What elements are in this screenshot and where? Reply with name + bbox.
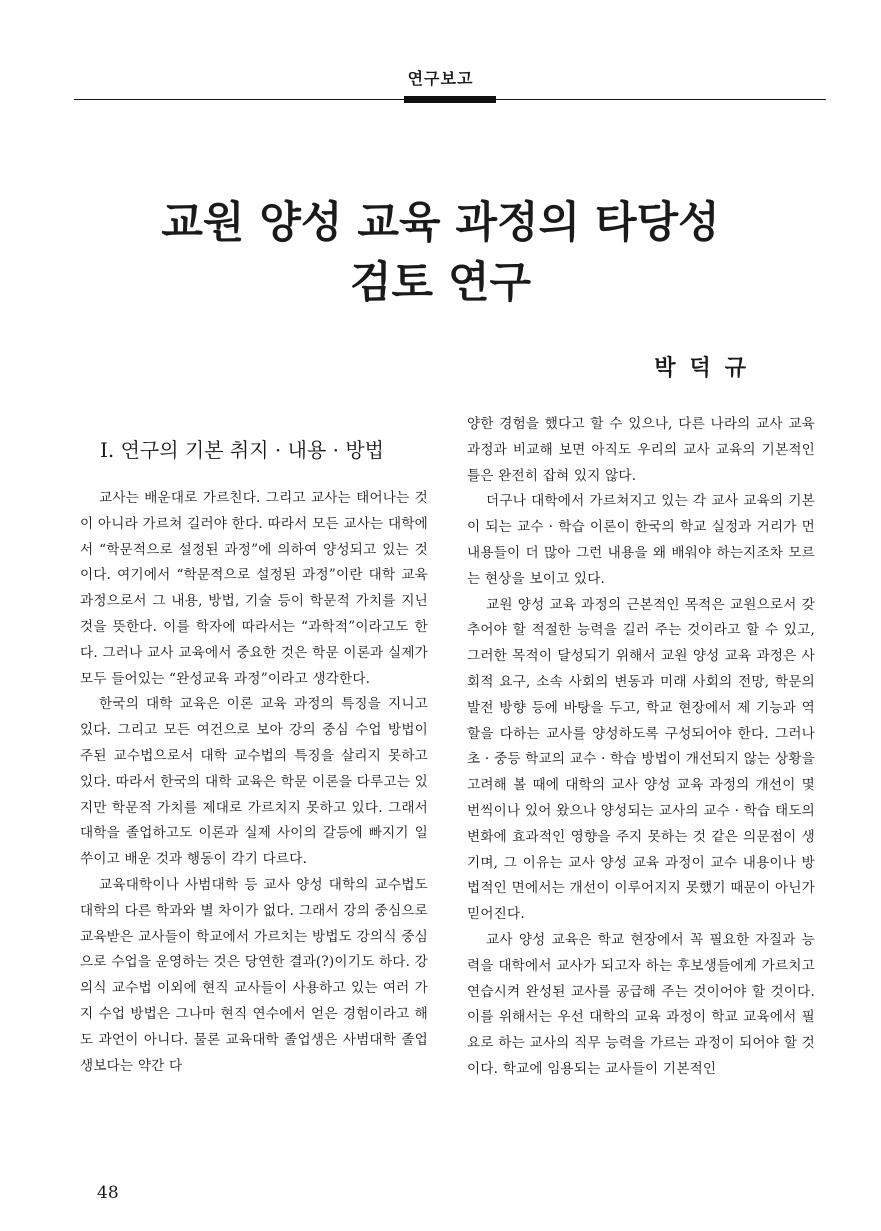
paragraph: 교육대학이나 사범대학 등 교사 양성 대학의 교수법도 대학의 다른 학과와 별 차이가 없다. 그래서 강의 중심으로 교육받은 교사들이 학교에서 가르치는 방법도 강의식 중심으로 수업을 운영하는 것은 당연한 결과(?)이기도 하다. 강의식 교수법 이외에 현직 교사들이 사용하고 있는 여러 가지 수업 방법은 그나마 현직 연수에서 얻은 경험이라고 해도 과언이 아니다. 물론 교육대학 졸업생은 사범대학 졸업생보다는 약간 다 xyxy=(80,876,428,1074)
author-name: 박덕규 xyxy=(654,356,760,381)
paragraph: 교원 양성 교육 과정의 근본적인 목적은 교원으로서 갖추어야 할 적절한 능력을 길러 주는 것이라고 할 수 있고, 그러한 목적이 달성되기 위해서 교원 양성 교육 과정은 사회적 요구, 소속 사회의 변동과 미래 사회의 전망, 학문의 발전 방향 등에 바탕을 두고, 학교 현장에서 제 기능과 역할을 다하는 교사를 양성하도록 구성되어야 한다. 그러나 초 · 중등 학교의 교수 · 학습 방법이 개선되지 않는 상황을 고려해 볼 때에 대학의 교사 양성 교육 과정의 개선이 몇 번씩이나 있어 왔으나 양성되는 교사의 교수 · 학습 태도의 변화에 효과적인 영향을 주지 못하는 것 같은 의문점이 생기며, 그 이유는 교사 양성 교육 과정이 교수 내용이나 방법적인 면에서는 개선이 이루어지지 못했기 때문이 아닌가 믿어진다. xyxy=(467,596,815,923)
article-title-line-2: 검토 연구 xyxy=(349,258,532,308)
article-title xyxy=(0,193,881,313)
right-column xyxy=(467,412,815,1083)
section-heading: Ⅰ. 연구의 기본 취지 · 내용 · 방법 xyxy=(100,438,384,462)
paragraph: 양한 경험을 했다고 할 수 있으나, 다른 나라의 교사 교육 과정과 비교해 보면 아직도 우리의 교사 교육의 기본적인 틀은 완전히 잡혀 있지 않다. xyxy=(467,416,815,484)
paragraph: 한국의 대학 교육은 이론 교육 과정의 특징을 지니고 있다. 그리고 모든 여건으로 보아 강의 중심 수업 방법이 주된 교수법으로서 대학 교수법의 특징을 살리지 못하고 있다. 따라서 한국의 대학 교육은 학문 이론을 다루고는 있지만 학문적 가치를 제대로 가르치지 못하고 있다. 그래서 대학을 졸업하고도 이론과 실제 사이의 갈등에 빠지기 일쑤이고 배운 것과 행동이 각기 다르다. xyxy=(80,696,428,868)
left-column xyxy=(80,486,428,1079)
section-label: 연구보고 xyxy=(407,69,474,88)
paragraph: 교사는 배운대로 가르친다. 그리고 교사는 태어나는 것이 아니라 가르쳐 길러야 한다. 따라서 모든 교사는 대학에서 “학문적으로 설정된 과정”에 의하여 양성되고 있는 것이다. 여기에서 “학문적으로 설정된 과정”이란 대학 교육 과정으로서 그 내용, 방법, 기술 등이 학문적 가치를 지닌 것을 뜻한다. 이를 학자에 따라서는 “과학적”이라고도 한다. 그러나 교사 교육에서 중요한 것은 학문 이론과 실제가 모두 들어있는 “완성교육 과정”이라고 생각한다. xyxy=(80,490,428,687)
header-rule-accent xyxy=(404,96,496,103)
page-number: 48 xyxy=(97,1183,119,1203)
paragraph: 교사 양성 교육은 학교 현장에서 꼭 필요한 자질과 능력을 대학에서 교사가 되고자 하는 후보생들에게 가르치고 연습시켜 완성된 교사를 공급해 주는 것이어야 할 것이다. 이를 위해서는 우선 대학의 교육 과정이 학교 교육에서 필요로 하는 교사의 직무 능력을 가르는 과정이 되어야 할 것이다. 학교에 임용되는 교사들이 기본적인 xyxy=(467,931,815,1077)
paragraph: 더구나 대학에서 가르쳐지고 있는 각 교사 교육의 기본이 되는 교수 · 학습 이론이 한국의 학교 실정과 거리가 먼 내용들이 더 많아 그런 내용을 왜 배워야 하는지조차 모르는 현상을 보이고 있다. xyxy=(467,493,815,587)
article-title-line-1: 교원 양성 교육 과정의 타당성 xyxy=(161,198,720,248)
